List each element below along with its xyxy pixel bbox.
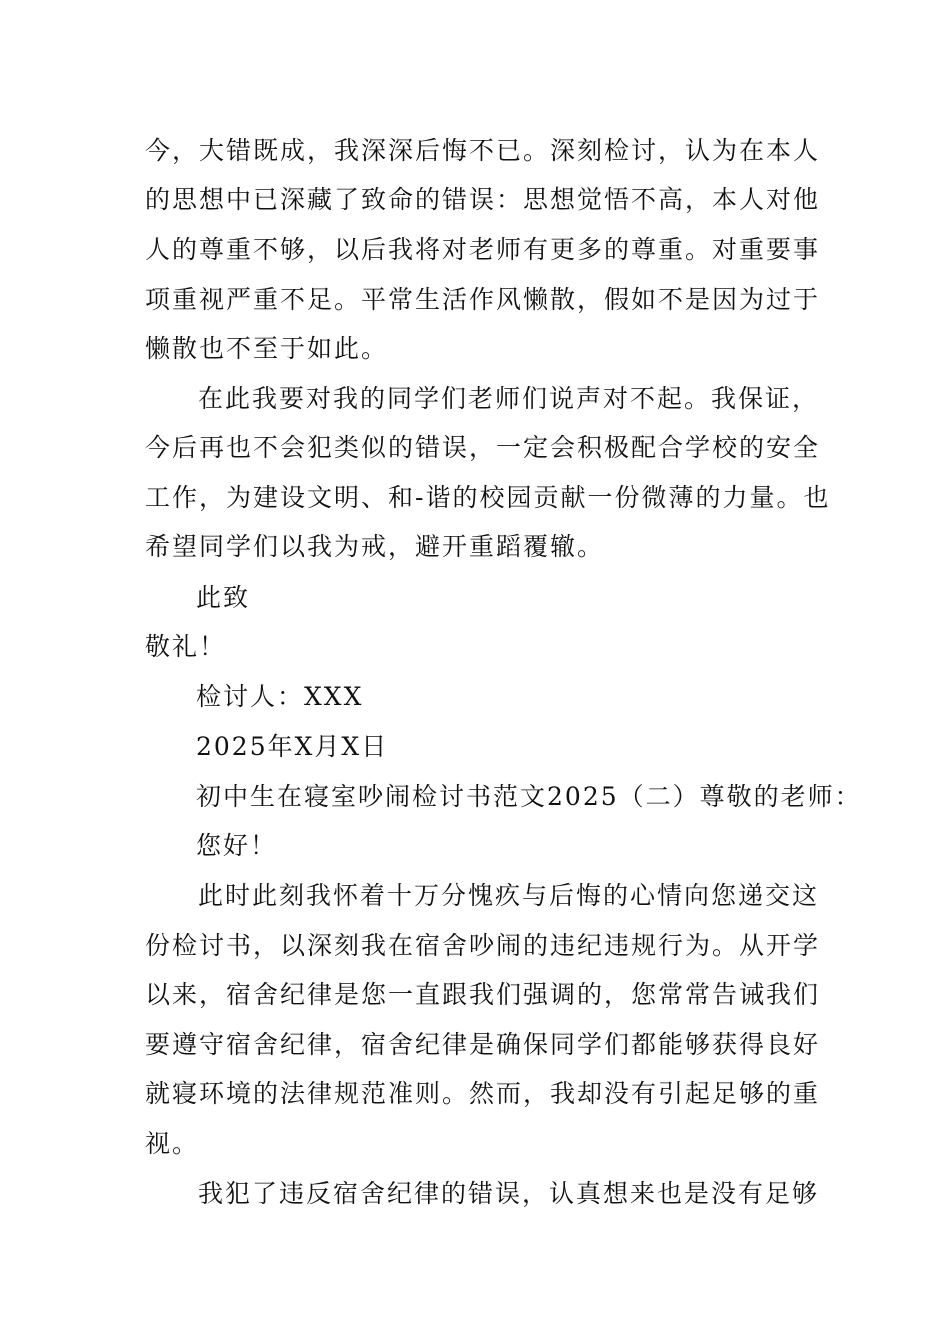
paragraph-line: 此时此刻我怀着十万分愧疚与后悔的心情向您递交这 xyxy=(198,881,820,910)
paragraph-line: 在此我要对我的同学们老师们说声对不起。我保证， xyxy=(198,384,820,413)
paragraph-line: 以来，宿舍纪律是您一直跟我们强调的，您常常告诫我们 xyxy=(145,980,821,1009)
paragraph-line: 就寝环境的法律规范准则。然而，我却没有引起足够的重 xyxy=(145,1079,821,1108)
paragraph-line: 要遵守宿舍纪律，宿舍纪律是确保同学们都能够获得良好 xyxy=(145,1030,821,1059)
paragraph-line: 工作，为建设文明、和-谐的校园贡献一份微薄的力量。也 xyxy=(145,483,831,512)
paragraph-line: 今后再也不会犯类似的错误，一定会积极配合学校的安全 xyxy=(145,433,821,462)
paragraph-line: 今，大错既成，我深深后悔不已。深刻检讨，认为在本人 xyxy=(145,136,821,165)
paragraph-line: 懒散也不至于如此。 xyxy=(145,334,389,363)
signature-line: 检讨人：XXX xyxy=(196,682,364,711)
closing-line: 此致 xyxy=(196,583,251,612)
date-line: 2025年X月X日 xyxy=(196,732,389,761)
greeting-line: 您好！ xyxy=(196,831,278,860)
salutation-line: 敬礼！ xyxy=(145,632,227,661)
paragraph-line: 视。 xyxy=(145,1129,200,1158)
section-heading: 初中生在寝室吵闹检讨书范文2025（二）尊敬的老师： xyxy=(196,782,862,811)
paragraph-line: 份检讨书，以深刻我在宿舍吵闹的违纪违规行为。从开学 xyxy=(145,931,821,960)
paragraph-line: 我犯了违反宿舍纪律的错误，认真想来也是没有足够 xyxy=(198,1179,820,1208)
paragraph-line: 项重视严重不足。平常生活作风懒散，假如不是因为过于 xyxy=(145,285,821,314)
paragraph-line: 的思想中已深藏了致命的错误：思想觉悟不高，本人对他 xyxy=(145,185,821,214)
paragraph-line: 希望同学们以我为戒，避开重蹈覆辙。 xyxy=(145,532,605,561)
paragraph-line: 人的尊重不够，以后我将对老师有更多的尊重。对重要事 xyxy=(145,235,821,264)
